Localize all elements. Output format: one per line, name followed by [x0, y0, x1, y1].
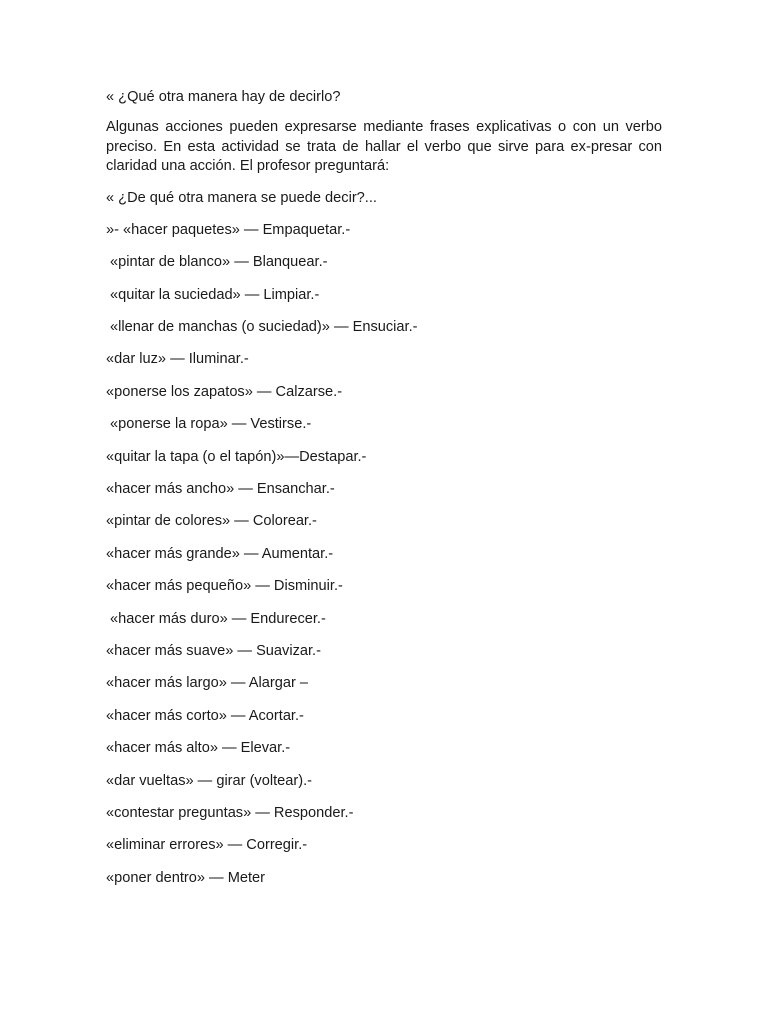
list-item: «llenar de manchas (o suciedad)» — Ensuciar.-: [106, 319, 418, 336]
list-item: «ponerse la ropa» — Vestirse.-: [106, 416, 312, 433]
list-item: «pintar de blanco» — Blanquear.-: [106, 254, 328, 271]
list-item: «quitar la suciedad» — Limpiar.-: [106, 286, 320, 303]
list-item: «dar luz» — Iluminar.-: [106, 351, 249, 368]
list-item: «contestar preguntas» — Responder.-: [106, 804, 354, 821]
list-item: «pintar de colores» — Colorear.-: [106, 513, 317, 530]
document-heading: « ¿Qué otra manera hay de decirlo?: [106, 89, 341, 105]
list-item: «hacer más duro» — Endurecer.-: [106, 610, 326, 627]
list-item: »- «hacer paquetes» — Empaquetar.-: [106, 221, 351, 238]
list-item: «hacer más grande» — Aumentar.-: [106, 545, 334, 562]
list-item: «quitar la tapa (o el tapón)»—Destapar.-: [106, 448, 367, 465]
list-item: «hacer más corto» — Acortar.-: [106, 707, 304, 724]
list-item: «eliminar errores» — Corregir.-: [106, 837, 308, 854]
list-item: «hacer más suave» — Suavizar.-: [106, 642, 321, 659]
question-line: « ¿De qué otra manera se puede decir?...: [106, 189, 377, 206]
list-item: «hacer más alto» — Elevar.-: [106, 740, 291, 757]
list-item: «poner dentro» — Meter: [106, 869, 265, 886]
list-item: «hacer más largo» — Alargar –: [106, 675, 308, 692]
list-item: «ponerse los zapatos» — Calzarse.-: [106, 383, 343, 400]
intro-paragraph: Algunas acciones pueden expresarse mediante frases explicativas o con un verbo preciso. En esta actividad se trata de hallar el verbo que sirve para ex-presar con claridad una acción. El profesor preguntará:: [106, 119, 662, 174]
document-body: [106, 86, 662, 899]
list-item: «dar vueltas» — girar (voltear).-: [106, 772, 313, 789]
entry-list: [106, 219, 662, 889]
list-item: «hacer más ancho» — Ensanchar.-: [106, 481, 335, 498]
list-item: «hacer más pequeño» — Disminuir.-: [106, 578, 343, 595]
